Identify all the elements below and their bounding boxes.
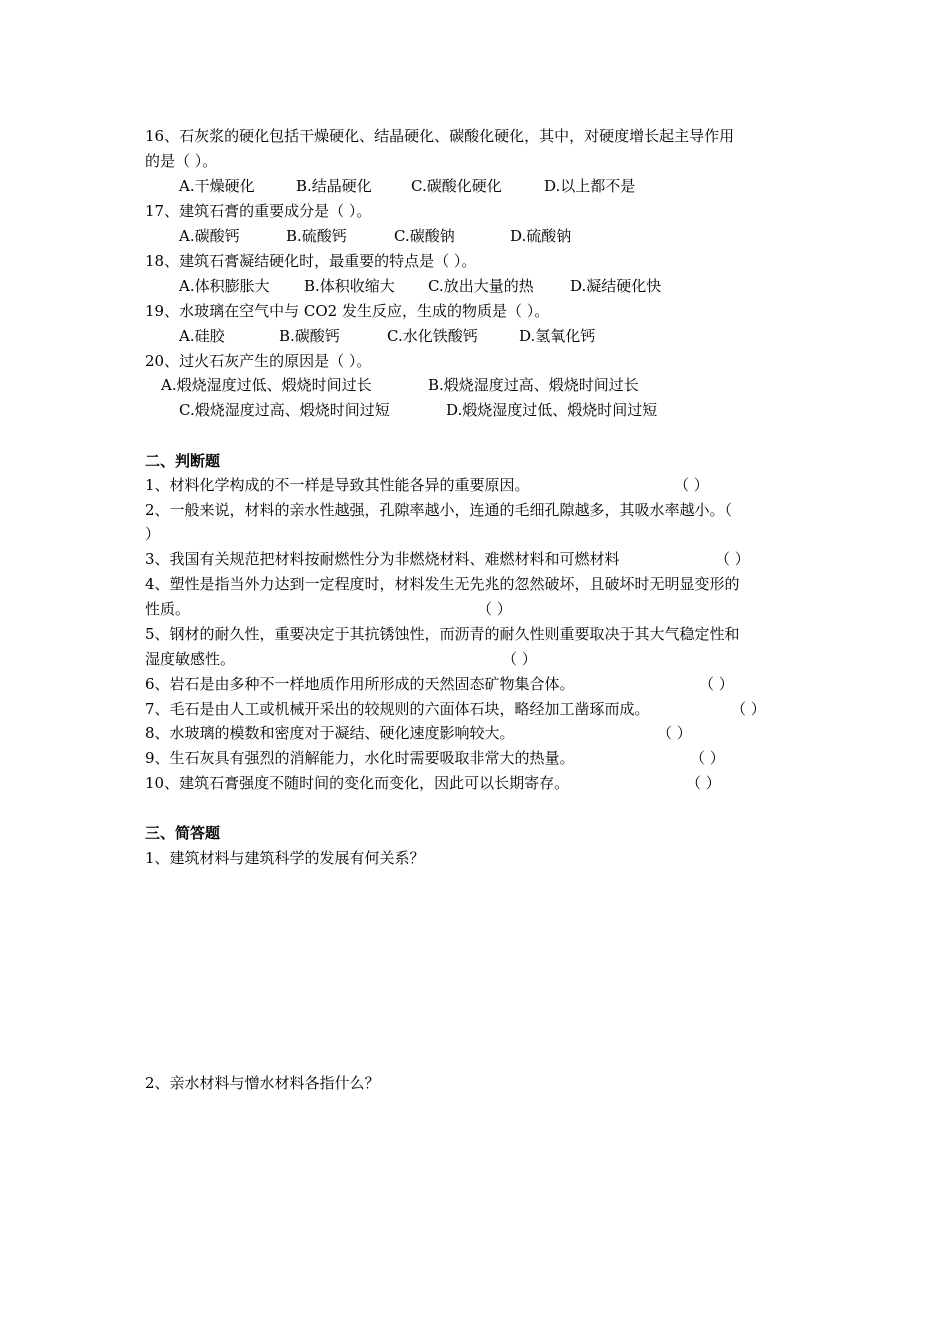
judge-item-9: 9、生石灰具有强烈的消解能力，水化时需要吸取非常大的热量。 — [145, 749, 575, 767]
section-heading-judgement: 二、判断题 — [145, 452, 221, 470]
question-17-option-a: A.碳酸钙 — [179, 227, 240, 245]
judge-item-3-paren: （ ） — [715, 550, 750, 568]
question-18-option-c: C.放出大量的热 — [428, 277, 534, 295]
question-20-option-d: D.煅烧湿度过低、煅烧时间过短 — [446, 401, 658, 419]
question-19-option-b: B.碳酸钙 — [279, 327, 340, 345]
question-17-option-c: C.碳酸钠 — [394, 227, 455, 245]
question-16-option-d: D.以上都不是 — [544, 177, 636, 195]
judge-item-4-paren: （ ） — [477, 600, 512, 618]
question-19-option-c: C.水化铁酸钙 — [387, 327, 478, 345]
question-20-option-a: A.煅烧湿度过低、煅烧时间过长 — [161, 376, 372, 394]
question-19-option-a: A.硅胶 — [179, 327, 225, 345]
judge-item-10: 10、建筑石膏强度不随时间的变化而变化，因此可以长期寄存。 — [145, 774, 570, 792]
question-20: 20、过火石灰产生的原因是（ ）。 — [145, 352, 372, 370]
question-18: 18、建筑石膏凝结硬化时，最重要的特点是（ ）。 — [145, 252, 477, 270]
judge-item-6-paren: （ ） — [699, 675, 734, 693]
question-17-option-d: D.硫酸钠 — [510, 227, 572, 245]
question-20-option-c: C.煅烧湿度过高、煅烧时间过短 — [179, 401, 390, 419]
judge-item-5-cont: 湿度敏感性。 — [145, 650, 236, 668]
judge-item-5-paren: （ ） — [502, 650, 537, 668]
question-16-option-c: C.碳酸化硬化 — [411, 177, 502, 195]
section-heading-short-answer: 三、简答题 — [145, 824, 221, 842]
judge-item-4-cont: 性质。 — [145, 600, 191, 618]
short-answer-question-2: 2、亲水材料与憎水材料各指什么？ — [145, 1074, 380, 1092]
judge-item-2: 2、一般来说，材料的亲水性越强，孔隙率越小，连通的毛细孔隙越多，其吸水率越小。（ — [145, 501, 733, 519]
question-17: 17、建筑石膏的重要成分是（ ）。 — [145, 202, 372, 220]
question-19: 19、水玻璃在空气中与 CO2 发生反应，生成的物质是（ ）。 — [145, 302, 550, 320]
question-18-option-d: D.凝结硬化快 — [570, 277, 662, 295]
question-16-line2: 的是（ ）。 — [145, 152, 218, 170]
judge-item-9-paren: （ ） — [690, 749, 725, 767]
question-16-option-b: B.结晶硬化 — [296, 177, 372, 195]
judge-item-1: 1、材料化学构成的不一样是导致其性能各异的重要原因。 — [145, 476, 530, 494]
judge-item-2-cont: ） — [145, 525, 161, 543]
judge-item-1-paren: （ ） — [674, 476, 709, 494]
question-18-option-b: B.体积收缩大 — [304, 277, 395, 295]
judge-item-8: 8、水玻璃的模数和密度对于凝结、硬化速度影响较大。 — [145, 724, 515, 742]
short-answer-question-1: 1、建筑材料与建筑科学的发展有何关系？ — [145, 849, 425, 867]
judge-item-4: 4、塑性是指当外力达到一定程度时，材料发生无先兆的忽然破坏，且破坏时无明显变形的 — [145, 575, 740, 593]
judge-item-7-paren: （ ） — [731, 700, 766, 718]
judge-item-8-paren: （ ） — [657, 724, 692, 742]
judge-item-3: 3、我国有关规范把材料按耐燃性分为非燃烧材料、难燃材料和可燃材料 — [145, 550, 620, 568]
judge-item-10-paren: （ ） — [686, 774, 721, 792]
judge-item-7: 7、毛石是由人工或机械开采出的较规则的六面体石块，略经加工凿琢而成。 — [145, 700, 650, 718]
question-20-option-b: B.煅烧湿度过高、煅烧时间过长 — [428, 376, 639, 394]
question-19-option-d: D.氢氧化钙 — [519, 327, 596, 345]
judge-item-5: 5、钢材的耐久性，重要决定于其抗锈蚀性，而沥青的耐久性则重要取决于其大气稳定性和 — [145, 625, 740, 643]
question-16-line1: 16、石灰浆的硬化包括干燥硬化、结晶硬化、碳酸化硬化，其中，对硬度增长起主导作用 — [145, 127, 735, 145]
judge-item-6: 6、岩石是由多种不一样地质作用所形成的天然固态矿物集合体。 — [145, 675, 575, 693]
question-18-option-a: A.体积膨胀大 — [179, 277, 270, 295]
question-16-option-a: A.干燥硬化 — [179, 177, 255, 195]
question-17-option-b: B.硫酸钙 — [286, 227, 347, 245]
